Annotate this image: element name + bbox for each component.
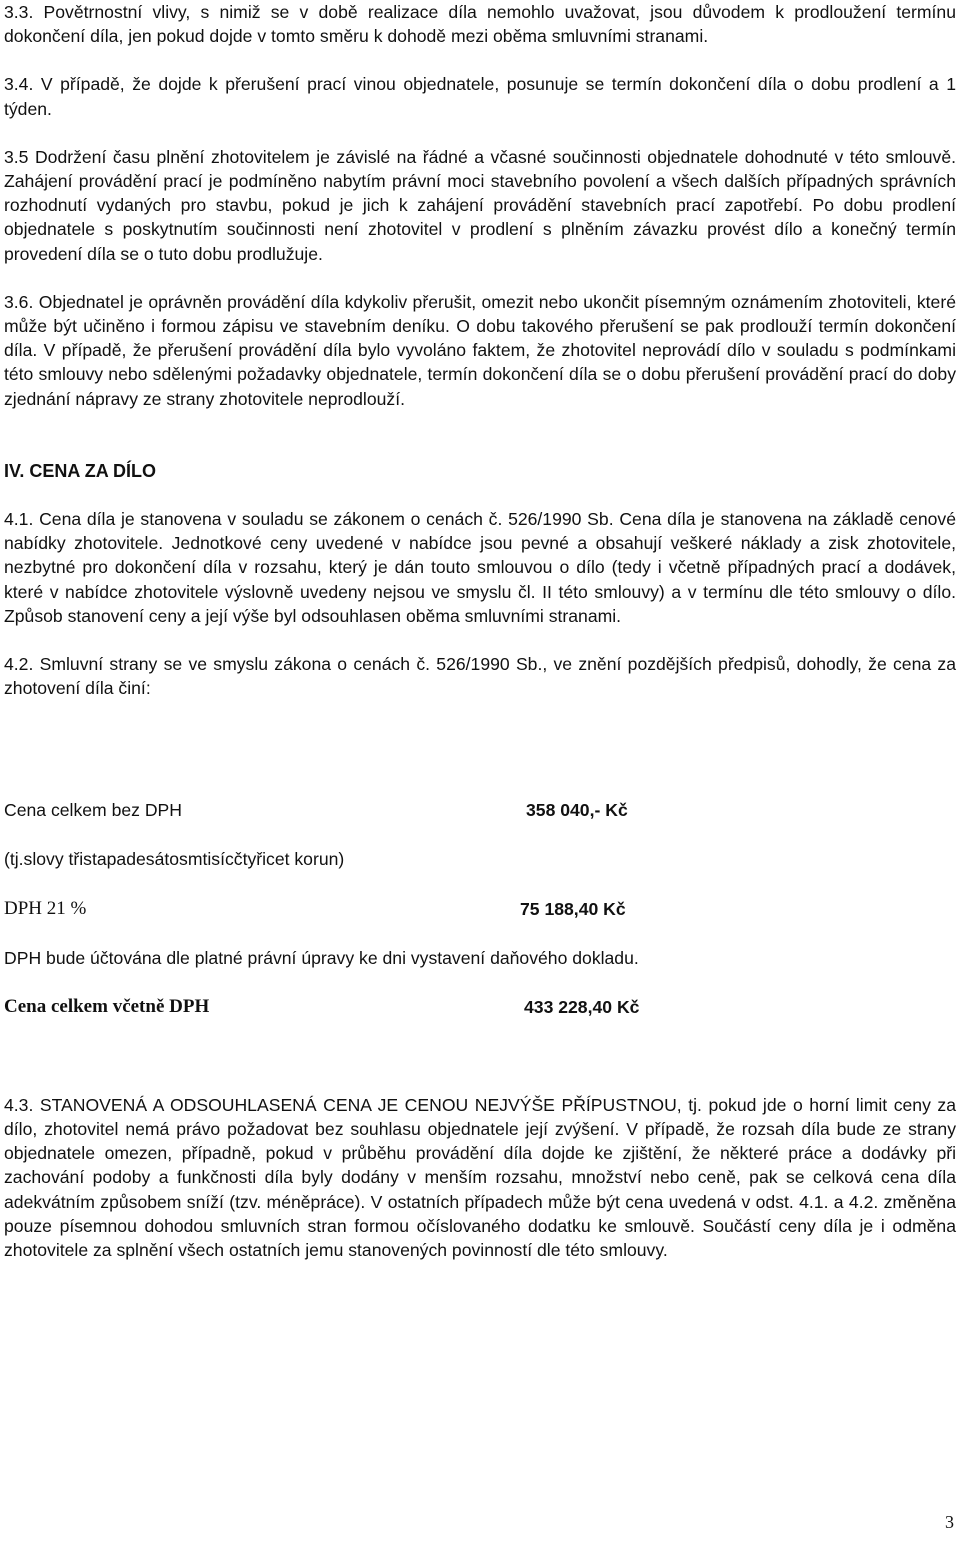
- paragraph-3-4: 3.4. V případě, že dojde k přerušení prací vinou objednatele, posunuje se termín dokončení díla o dobu prodlení a 1 týden.: [4, 74, 956, 119]
- vat-label: DPH 21 %: [4, 897, 87, 919]
- paragraph-3-6: 3.6. Objednatel je oprávněn provádění díla kdykoliv přerušit, omezit nebo ukončit písemným oznámením zhotoviteli, které může být učiněno i formou zápisu ve stavebním deníku. O dobu takového přerušení se pak prodlouží termín dokončení díla. V případě, že přerušení provádění díla bylo vyvoláno faktem, že zhotovitel neprovádí dílo v souladu s podmínkami této smlouvy nebo sdělenými požadavky objednatele, termín dokončení díla se o dobu přerušení provádění prací do doby zjednání nápravy ze strany zhotovitele neprodlouží.: [4, 291, 956, 409]
- paragraph-4-2: 4.2. Smluvní strany se ve smyslu zákona o cenách č. 526/1990 Sb., ve znění pozdějších předpisů, dohodly, že cena za zhotovení díla činí:: [4, 654, 956, 699]
- vat-note: DPH bude účtována dle platné právní úpravy ke dni vystavení daňového dokladu.: [4, 947, 639, 968]
- vat-value: 75 188,40 Kč: [520, 898, 626, 919]
- section-heading-iv: IV. CENA ZA DÍLO: [4, 460, 157, 481]
- price-in-words: (tj.slovy třistapadesátosmtisícčtyřicet korun): [4, 849, 345, 870]
- paragraph-3-3: 3.3. Povětrnostní vlivy, s nimiž se v době realizace díla nemohlo uvažovat, jsou důvodem k prodloužení termínu dokončení díla, jen pokud dojde v tomto směru k dohodě mezi oběma smluvními stranami.: [4, 2, 956, 47]
- paragraph-4-3: 4.3. STANOVENÁ A ODSOUHLASENÁ CENA JE CENOU NEJVÝŠE PŘÍPUSTNOU, tj. pokud jde o horní limit ceny za dílo, zhotovitel nemá právo požadovat bez souhlasu objednatele její zvýšení. V případě, že rozsah díla bude ze strany objednatele omezen, případně, pokud v průběhu provádění díla dojde ke zjištění, že některé práce a dodávky při zachování podoby a funkčnosti díla byly dodány v menším rozsahu, množství nebo ceně, pak se celková cena díla adekvátním způsobem sníží (tzv. méněpráce). V ostatních případech může být cena uvedená v odst. 4.1. a 4.2. změněna pouze písemnou dohodou smluvních stran formou očíslovaného dodatku ke smlouvě. Součástí ceny díla je i odměna zhotovitele za splnění všech ostatních jemu stanovených povinností dle této smlouvy.: [4, 1094, 956, 1261]
- document-page: [4, 0, 956, 1262]
- paragraph-4-1: 4.1. Cena díla je stanovena v souladu se zákonem o cenách č. 526/1990 Sb. Cena díla je stanovena na základě cenové nabídky zhotovitele. Jednotkové ceny uvedené v nabídce jsou pevné a obsahují veškeré náklady a zisk zhotovitele, nezbytné pro dokončení díla v rozsahu, který je dán touto smlouvou o dílo (tedy i včetně případných prací a dodávek, které v nabídce zhotovitele výslovně uvedeny nejsou ve smyslu čl. II této smlouvy) a v termínu dle této smlouvy o dílo. Způsob stanovení ceny a její výše byl odsouhlasen oběma smluvními stranami.: [4, 509, 956, 626]
- page-number: 3: [945, 1512, 954, 1532]
- price-without-vat-label: Cena celkem bez DPH: [4, 800, 182, 821]
- price-with-vat-value: 433 228,40 Kč: [524, 996, 640, 1017]
- vat-row: [4, 897, 956, 921]
- price-without-vat-row: [4, 798, 956, 822]
- price-with-vat-row: [4, 995, 956, 1019]
- paragraph-3-5: 3.5 Dodržení času plnění zhotovitelem je závislé na řádné a včasné součinnosti objednatele dohodnuté v této smlouvě. Zahájení provádění prací je podmíněno nabytím právní moci stavebního povolení a všech dalších případných správních rozhodnutí vydaných pro stavbu, pokud je jich k zahájení provádění stavebních prací zapotřebí. Po dobu prodlení objednatele s poskytnutím součinnosti není zhotovitel v prodlení s plněním závazku provést dílo a konečný termín provedení díla se o tuto dobu prodlužuje.: [4, 146, 956, 264]
- price-with-vat-label: Cena celkem včetně DPH: [4, 995, 210, 1017]
- price-without-vat-value: 358 040,- Kč: [526, 800, 628, 821]
